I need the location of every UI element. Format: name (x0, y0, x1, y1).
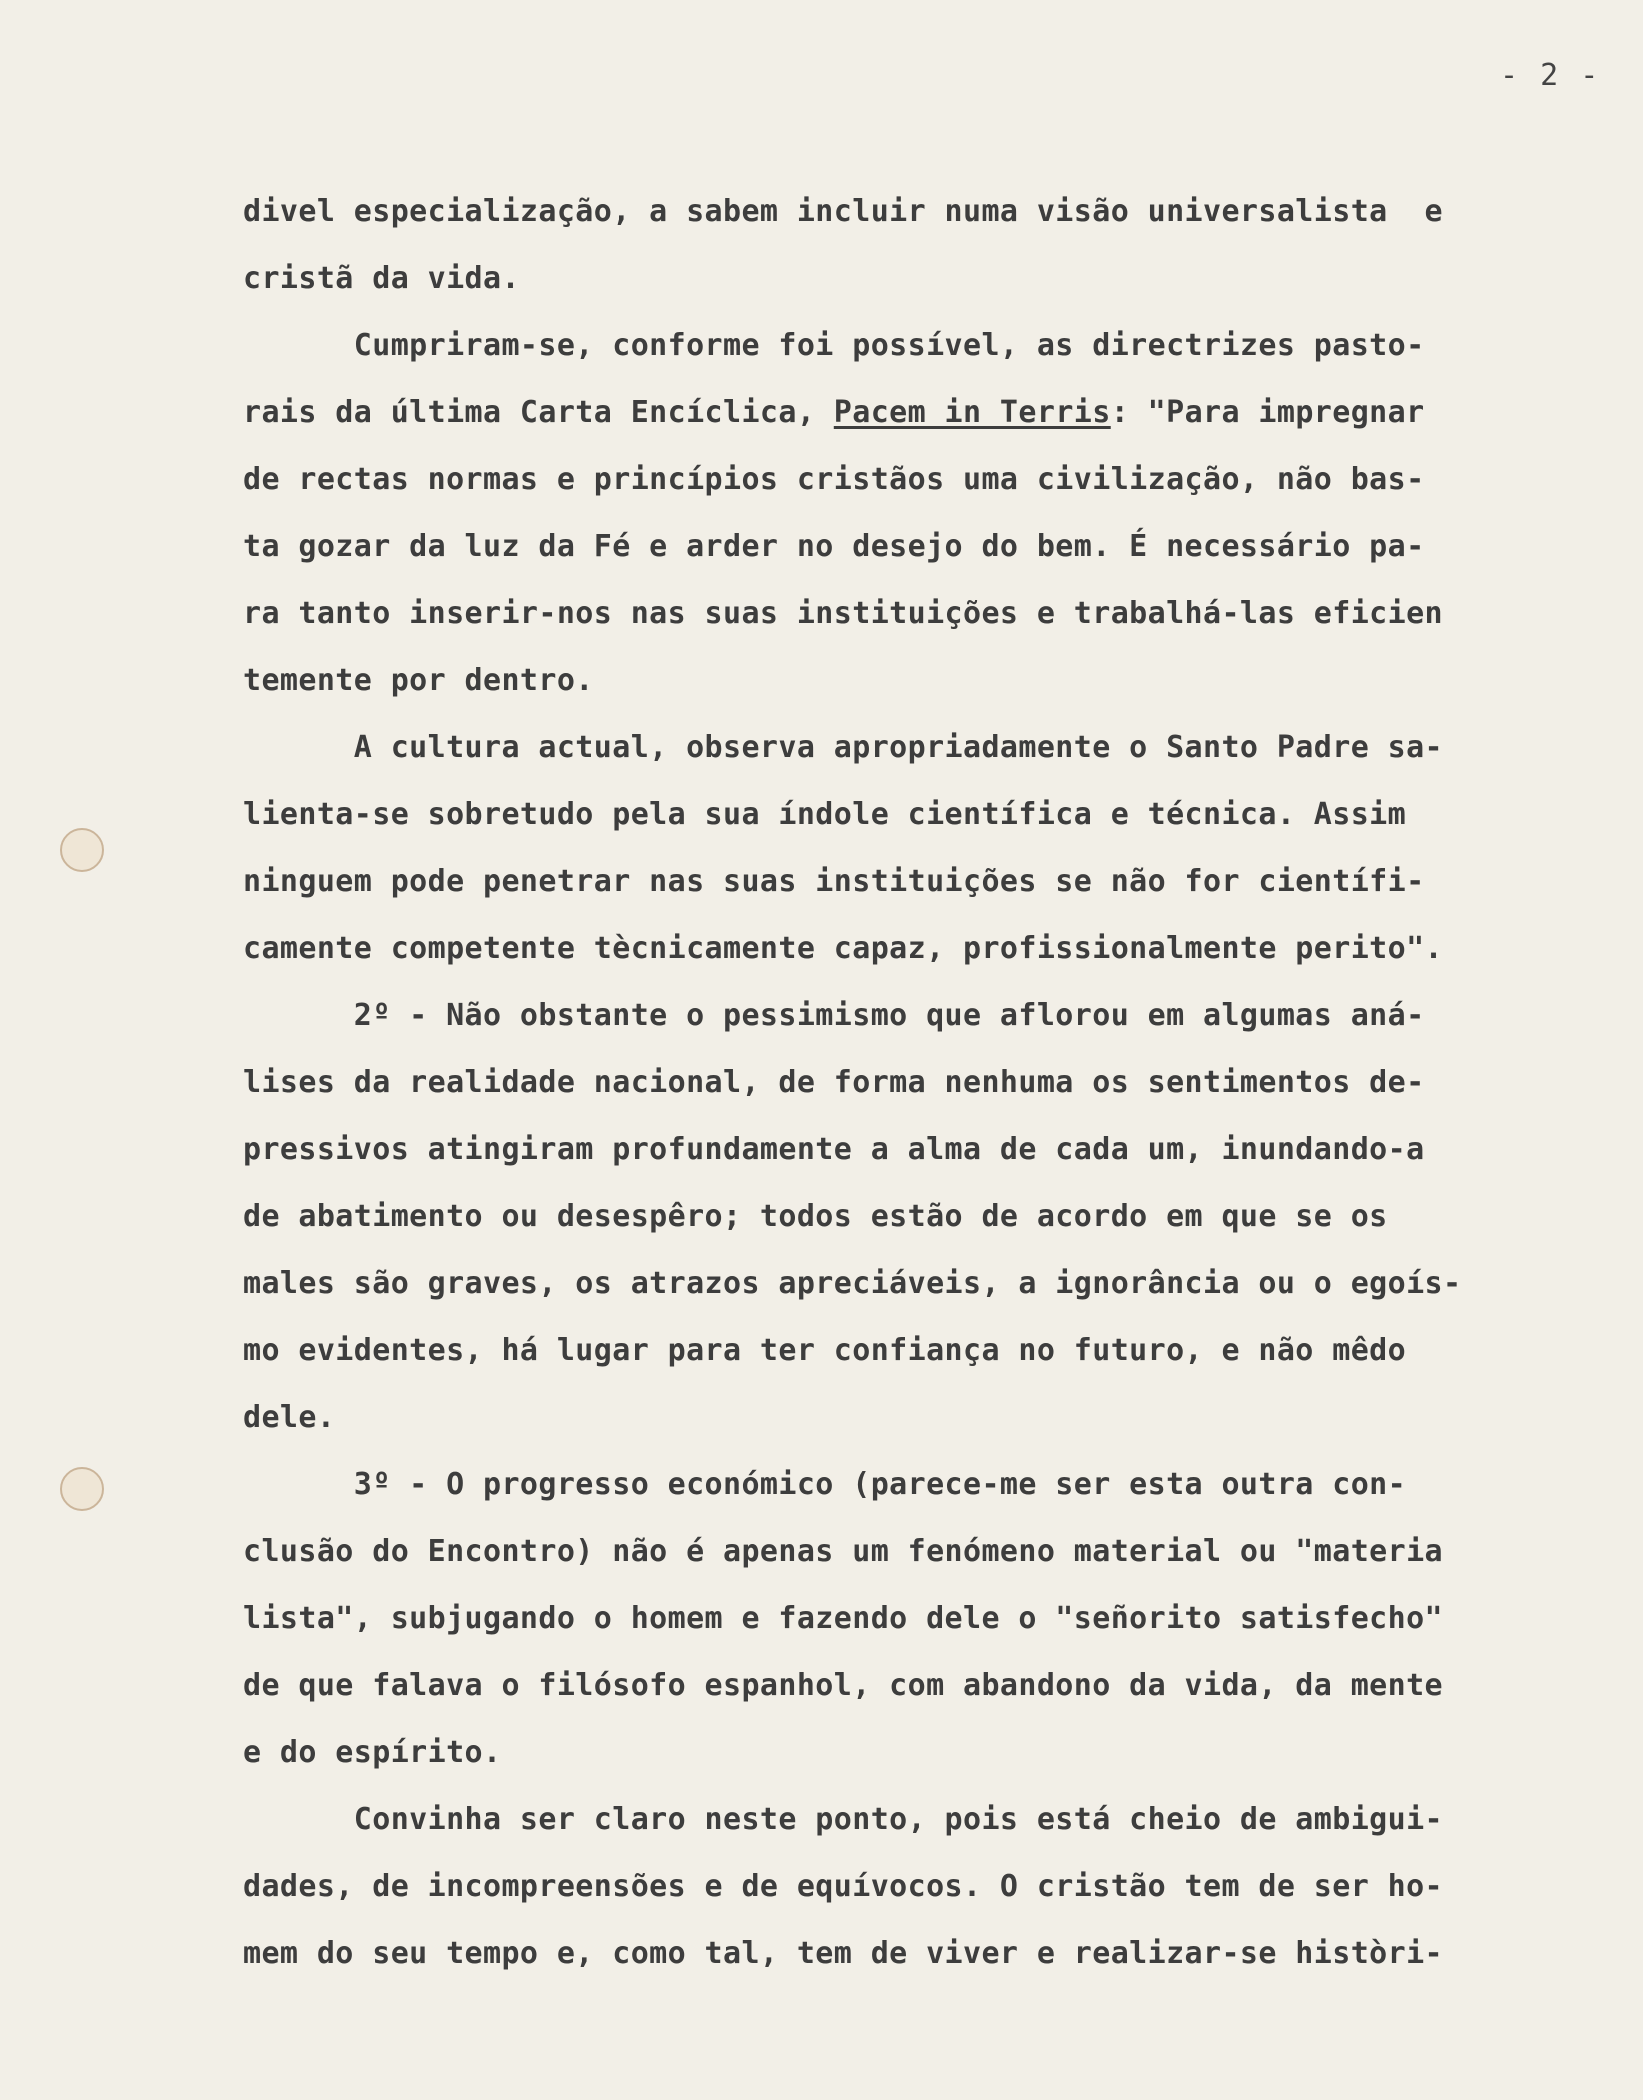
punch-hole (60, 1467, 104, 1511)
text-segment: rais da última Carta Encíclica, (243, 395, 834, 430)
text-line: divel especialização, a sabem incluir numa visão universalista e (243, 194, 1443, 229)
punch-hole (60, 828, 104, 872)
text-line: e do espírito. (243, 1735, 502, 1770)
text-line: A cultura actual, observa apropriadamente o Santo Padre sa- (243, 730, 1443, 765)
text-line: 2º - Não obstante o pessimismo que aflorou em algumas aná- (243, 998, 1425, 1033)
text-line: pressivos atingiram profundamente a alma de cada um, inundando-a (243, 1132, 1425, 1167)
text-line: ninguem pode penetrar nas suas instituições se não for científi- (243, 864, 1425, 899)
text-line: mo evidentes, há lugar para ter confiança no futuro, e não mêdo (243, 1333, 1407, 1368)
text-line: temente por dentro. (243, 663, 594, 698)
text-line: dades, de incompreensões e de equívocos. O cristão tem de ser ho- (243, 1869, 1443, 1904)
text-line: ta gozar da luz da Fé e arder no desejo do bem. É necessário pa- (243, 529, 1425, 564)
text-line (243, 393, 1543, 433)
text-line: clusão do Encontro) não é apenas um fenómeno material ou "materia (243, 1534, 1443, 1569)
text-line: Convinha ser claro neste ponto, pois está cheio de ambigui- (243, 1802, 1443, 1837)
encyclical-title: Pacem in Terris (833, 395, 1111, 430)
text-line: de abatimento ou desespêro; todos estão de acordo em que se os (243, 1199, 1388, 1234)
text-line: ra tanto inserir-nos nas suas instituições e trabalhá-las eficien (243, 596, 1443, 631)
text-line: de rectas normas e princípios cristãos uma civilização, não bas- (243, 462, 1425, 497)
text-line: lises da realidade nacional, de forma nenhuma os sentimentos de- (243, 1065, 1425, 1100)
text-line: Cumpriram-se, conforme foi possível, as directrizes pasto- (243, 328, 1425, 363)
text-line: cristã da vida. (243, 261, 520, 296)
text-line: mem do seu tempo e, como tal, tem de viver e realizar-se històri- (243, 1936, 1443, 1971)
text-line: dele. (243, 1400, 336, 1435)
text-line: de que falava o filósofo espanhol, com abandono da vida, da mente (243, 1668, 1443, 1703)
page-number: - 2 - (1500, 58, 1601, 93)
text-line: lista", subjugando o homem e fazendo dele o "señorito satisfecho" (243, 1601, 1443, 1636)
text-line: males são graves, os atrazos apreciáveis, a ignorância ou o egoís- (243, 1266, 1462, 1301)
text-line: lienta-se sobretudo pela sua índole científica e técnica. Assim (243, 797, 1407, 832)
text-segment: : "Para impregnar (1110, 395, 1425, 430)
text-line: camente competente tècnicamente capaz, profissionalmente perito". (243, 931, 1443, 966)
text-line: 3º - O progresso económico (parece-me ser esta outra con- (243, 1467, 1407, 1502)
